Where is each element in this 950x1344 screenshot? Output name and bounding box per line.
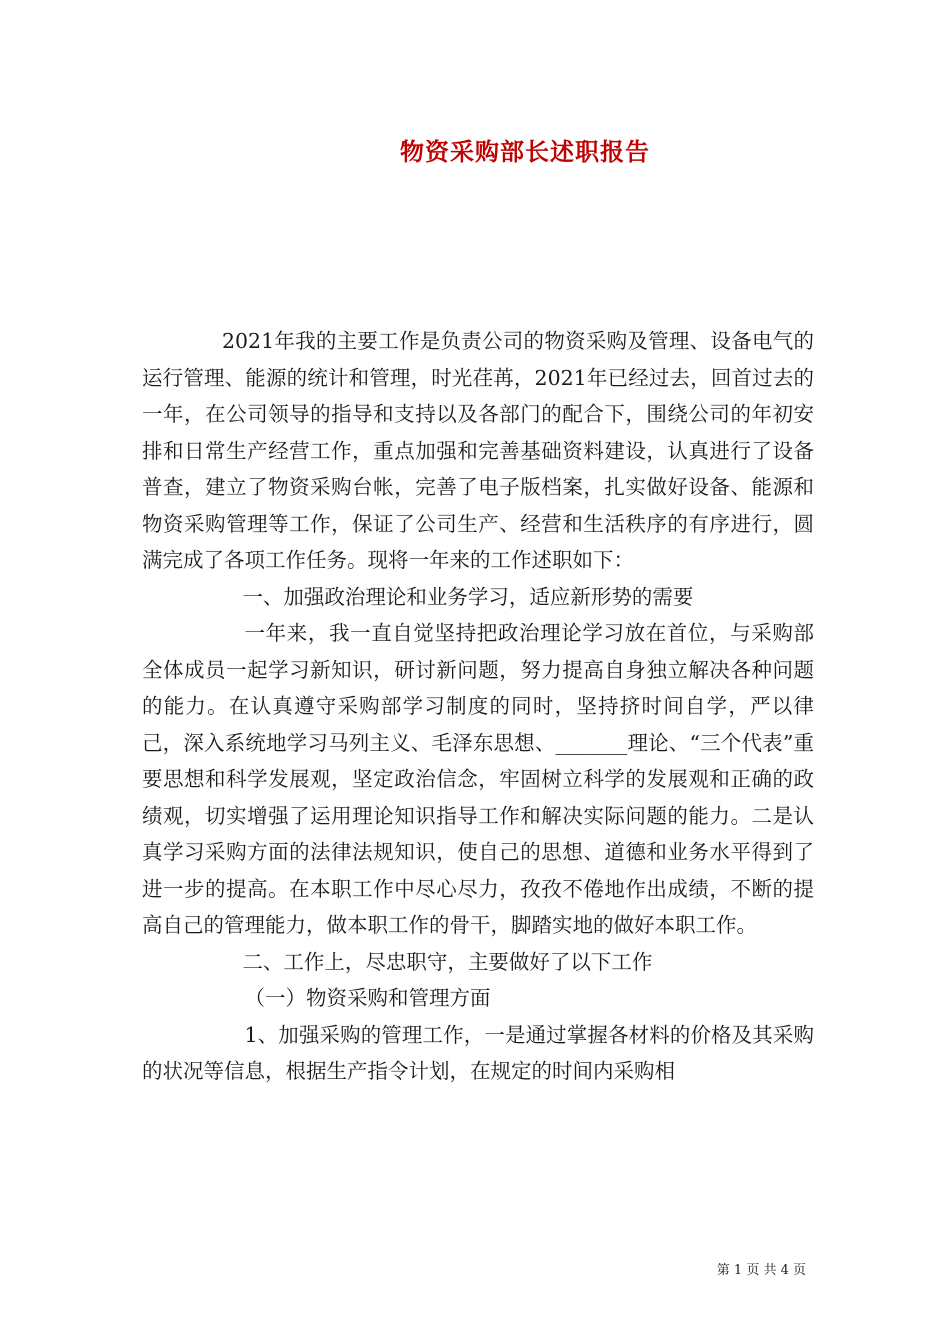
intro-paragraph: 2021年我的主要工作是负责公司的物资采购及管理、设备电气的运行管理、能源的统计和管理，时光荏苒，2021年已经过去，回首过去的一年，在公司领导的指导和支持以及各部门的配合下，围绕公司的年初安排和日常生产经营工作，重点加强和完善基础资料建设，认真进行了设备普查，建立了物资采购台帐，完善了电子版档案，扎实做好设备、能源和物资采购管理等工作，保证了公司生产、经营和生活秩序的有序进行，圆满完成了各项工作任务。现将一年来的工作述职如下： xyxy=(142,329,814,572)
page-number: 第 1 页 共 4 页 xyxy=(716,1263,806,1278)
section-1-paragraph: 一年来，我一直自觉坚持把政治理论学习放在首位，与采购部全体成员一起学习新知识，研讨新问题，努力提高自身独立解决各种问题的能力。在认真遵守采购部学习制度的同时，坚持挤时间自学，严以律己，深入系统地学习马列主义、毛泽东思想、_______理论、“三个代表”重要思想和科学发展观，坚定政治信念，牢固树立科学的发展观和正确的政绩观，切实增强了运用理论知识指导工作和解决实际问题的能力。二是认真学习采购方面的法律法规知识，使自己的思想、道德和业务水平得到了进一步的提高。在本职工作中尽心尽力，孜孜不倦地作出成绩，不断的提高自己的管理能力，做本职工作的骨干，脚踏实地的做好本职工作。 xyxy=(142,621,814,937)
document-body xyxy=(142,323,814,1090)
subsection-heading-1: （一）物资采购和管理方面 xyxy=(244,986,491,1010)
document-title: 物资采购部长述职报告 xyxy=(400,137,650,166)
section-heading-1: 一、加强政治理论和业务学习，适应新形势的需要 xyxy=(242,584,694,609)
section-heading-2: 二、工作上，尽忠职守，主要做好了以下工作 xyxy=(242,949,653,974)
item-1-paragraph: 1、加强采购的管理工作，一是通过掌握各材料的价格及其采购的状况等信息，根据生产指令计划，在规定的时间内采购相 xyxy=(142,1022,814,1083)
